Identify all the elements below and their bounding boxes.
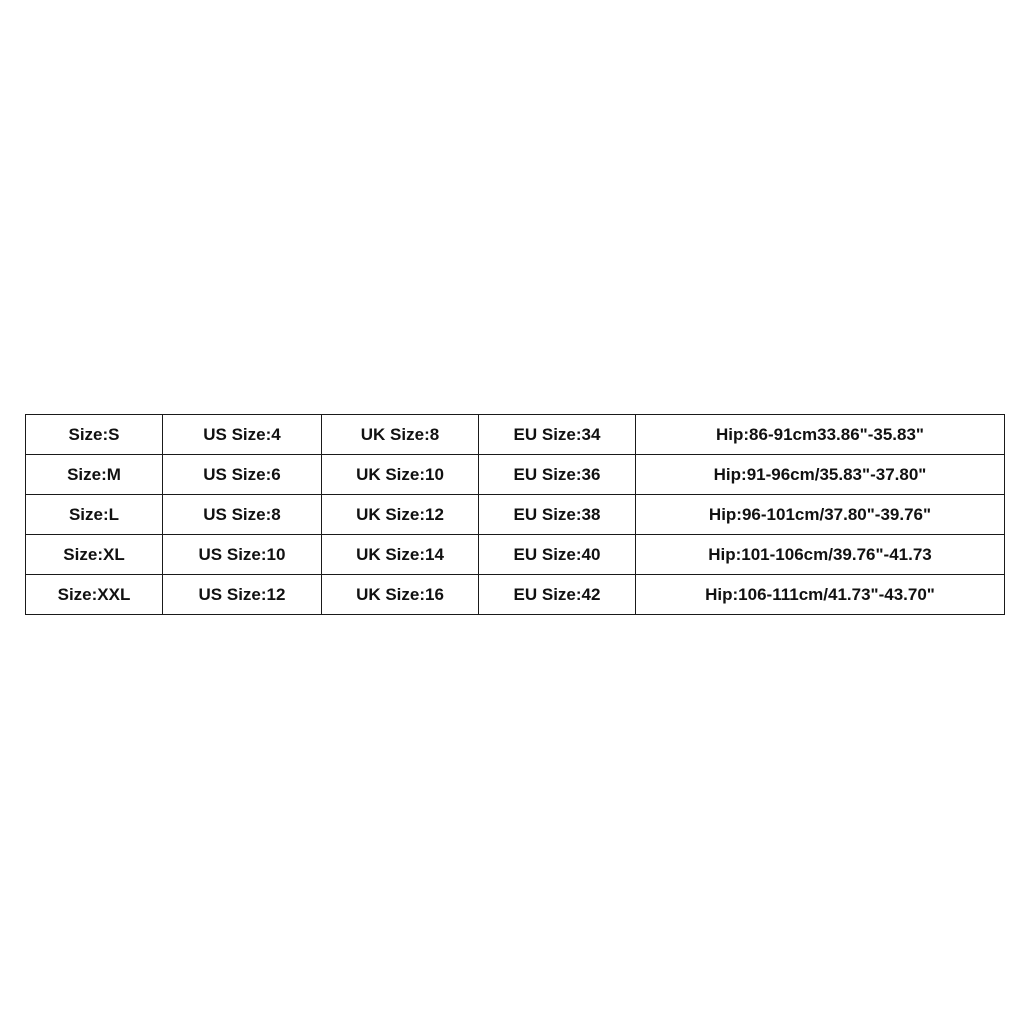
table-row [26, 535, 1005, 575]
size-cell: Size:XL [26, 535, 163, 575]
eu-size-cell: EU Size:42 [479, 575, 636, 615]
size-cell: Size:M [26, 455, 163, 495]
eu-size-cell: EU Size:38 [479, 495, 636, 535]
size-chart-body [26, 415, 1005, 615]
eu-size-cell: EU Size:40 [479, 535, 636, 575]
hip-cell: Hip:91-96cm/35.83"-37.80" [636, 455, 1005, 495]
table-row [26, 575, 1005, 615]
us-size-cell: US Size:8 [163, 495, 322, 535]
size-cell: Size:L [26, 495, 163, 535]
table-row [26, 455, 1005, 495]
table-row [26, 415, 1005, 455]
hip-cell: Hip:86-91cm33.86"-35.83" [636, 415, 1005, 455]
uk-size-cell: UK Size:12 [322, 495, 479, 535]
size-cell: Size:S [26, 415, 163, 455]
uk-size-cell: UK Size:10 [322, 455, 479, 495]
us-size-cell: US Size:12 [163, 575, 322, 615]
uk-size-cell: UK Size:16 [322, 575, 479, 615]
table-row [26, 495, 1005, 535]
size-chart-table [25, 414, 1005, 615]
us-size-cell: US Size:10 [163, 535, 322, 575]
eu-size-cell: EU Size:34 [479, 415, 636, 455]
eu-size-cell: EU Size:36 [479, 455, 636, 495]
us-size-cell: US Size:6 [163, 455, 322, 495]
us-size-cell: US Size:4 [163, 415, 322, 455]
uk-size-cell: UK Size:8 [322, 415, 479, 455]
uk-size-cell: UK Size:14 [322, 535, 479, 575]
hip-cell: Hip:96-101cm/37.80"-39.76" [636, 495, 1005, 535]
size-cell: Size:XXL [26, 575, 163, 615]
hip-cell: Hip:101-106cm/39.76"-41.73 [636, 535, 1005, 575]
hip-cell: Hip:106-111cm/41.73"-43.70" [636, 575, 1005, 615]
